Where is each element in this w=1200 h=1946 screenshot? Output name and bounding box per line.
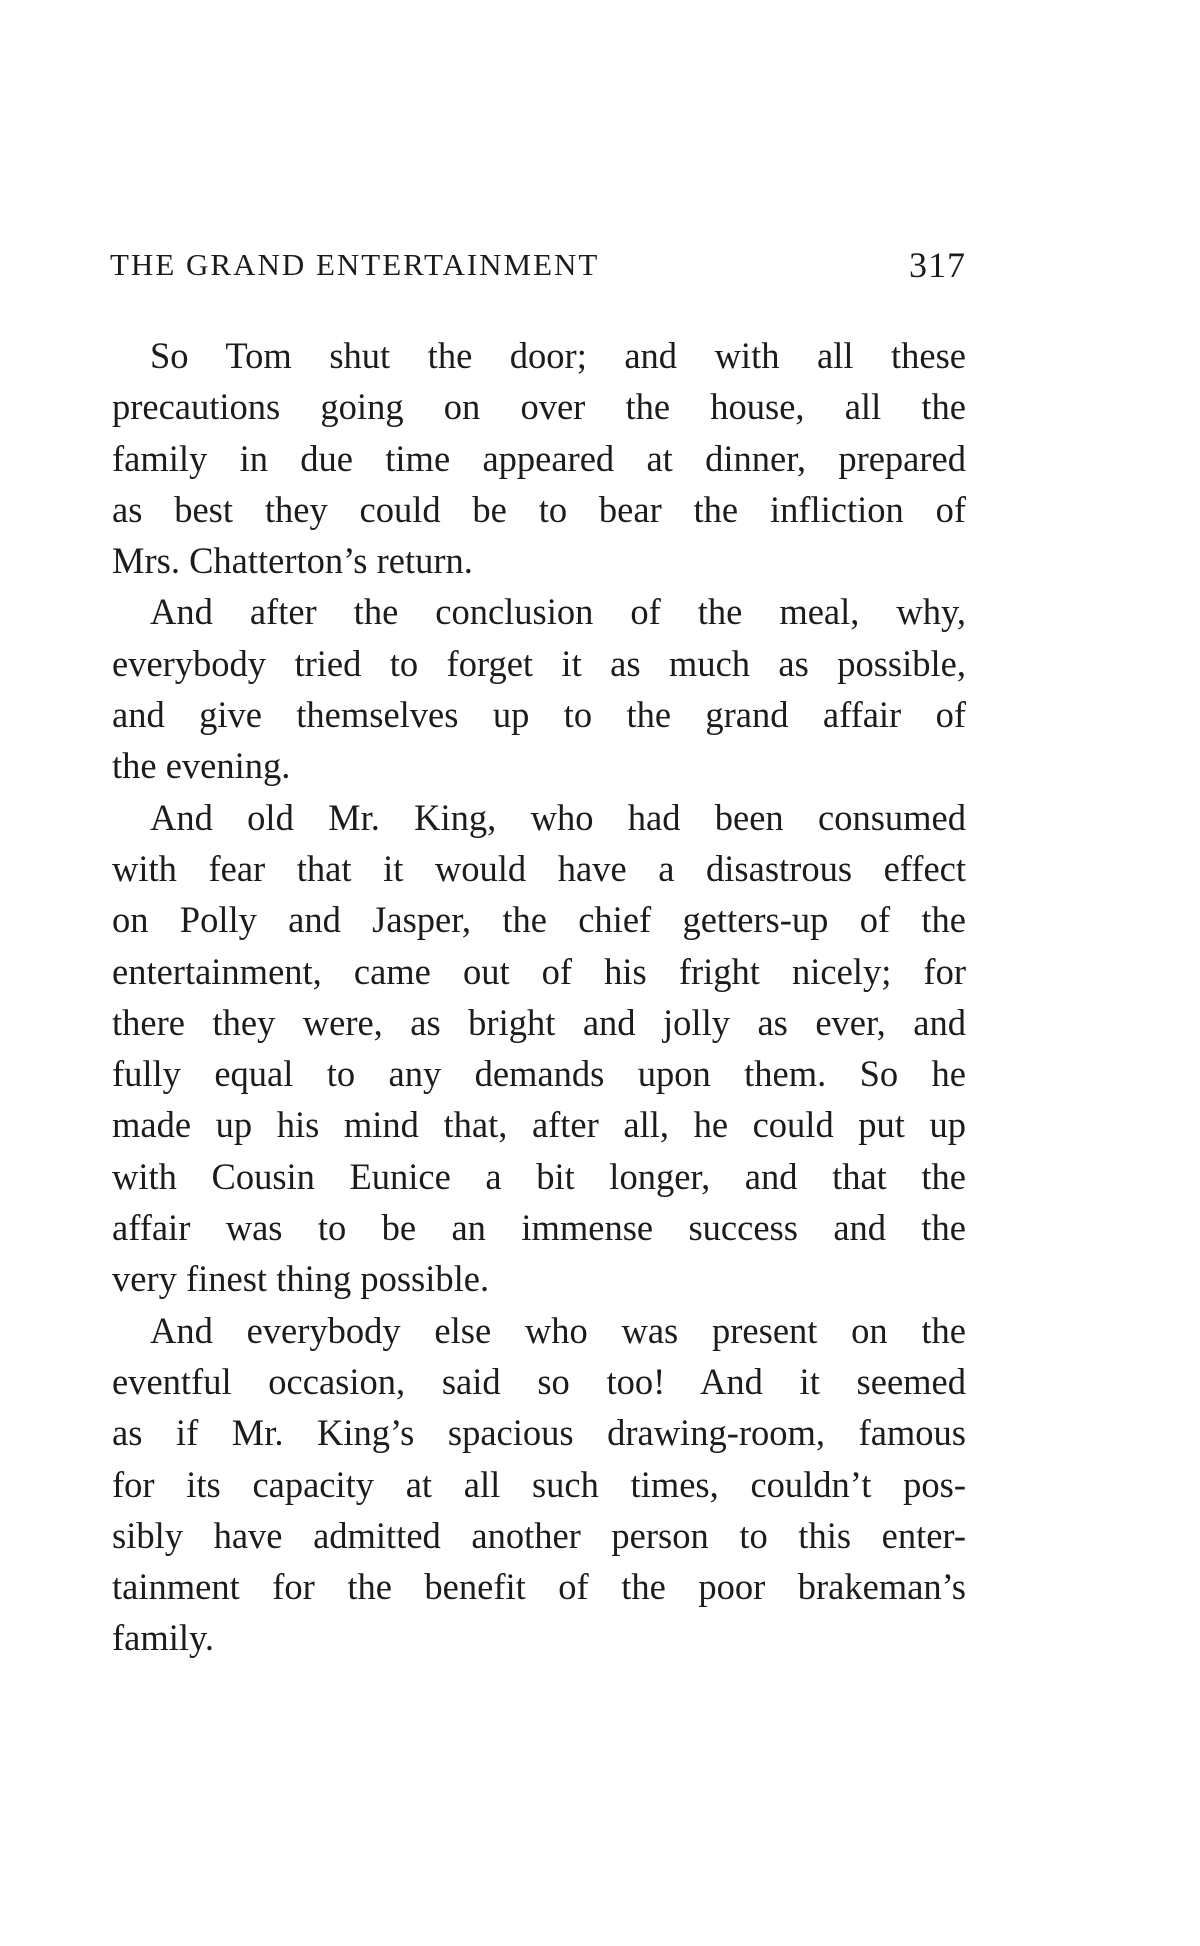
text-line: precautions going on over the house, all the (112, 386, 966, 428)
text-line: made up his mind that, after all, he could put up (112, 1104, 966, 1146)
text-line: and give themselves up to the grand affair of (112, 694, 966, 736)
page-number: 317 (909, 245, 966, 285)
paragraph (112, 586, 966, 791)
text-line: sibly have admitted another person to this enter- (112, 1514, 966, 1556)
text-line: with Cousin Eunice a bit longer, and that the (112, 1155, 966, 1197)
running-title: THE GRAND ENTERTAINMENT (110, 247, 600, 282)
paragraph (112, 1305, 966, 1664)
body-text (112, 330, 966, 1664)
paragraph (112, 330, 966, 586)
text-line: family. (112, 1617, 215, 1659)
text-line: So Tom shut the door; and with all these (150, 335, 966, 376)
text-line: And old Mr. King, who had been consumed (150, 796, 966, 838)
text-line: with fear that it would have a disastrous effect (112, 847, 966, 889)
text-line: very finest thing possible. (112, 1258, 490, 1300)
paragraph (112, 792, 966, 1305)
text-line: Mrs. Chatterton’s return. (112, 540, 473, 582)
text-line: as best they could be to bear the infliction of (112, 488, 966, 530)
text-line: And after the conclusion of the meal, why, (150, 591, 966, 633)
text-line: everybody tried to forget it as much as possible, (112, 642, 966, 684)
text-line: affair was to be an immense success and the (112, 1207, 966, 1249)
text-line: tainment for the benefit of the poor brakeman’s (112, 1566, 966, 1608)
text-line: as if Mr. King’s spacious drawing-room, famous (112, 1412, 966, 1454)
text-line: And everybody else who was present on the (150, 1309, 966, 1351)
text-line: on Polly and Jasper, the chief getters-up of the (112, 899, 966, 941)
text-line: family in due time appeared at dinner, prepared (112, 437, 966, 479)
text-line: the evening. (112, 745, 291, 787)
text-line: entertainment, came out of his fright nicely; for (112, 950, 966, 992)
text-line: for its capacity at all such times, couldn’t pos- (112, 1463, 966, 1505)
text-line: fully equal to any demands upon them. So he (112, 1053, 966, 1095)
text-line: there they were, as bright and jolly as ever, and (112, 1001, 966, 1043)
text-line: eventful occasion, said so too! And it seemed (112, 1360, 966, 1402)
running-head (110, 240, 966, 290)
